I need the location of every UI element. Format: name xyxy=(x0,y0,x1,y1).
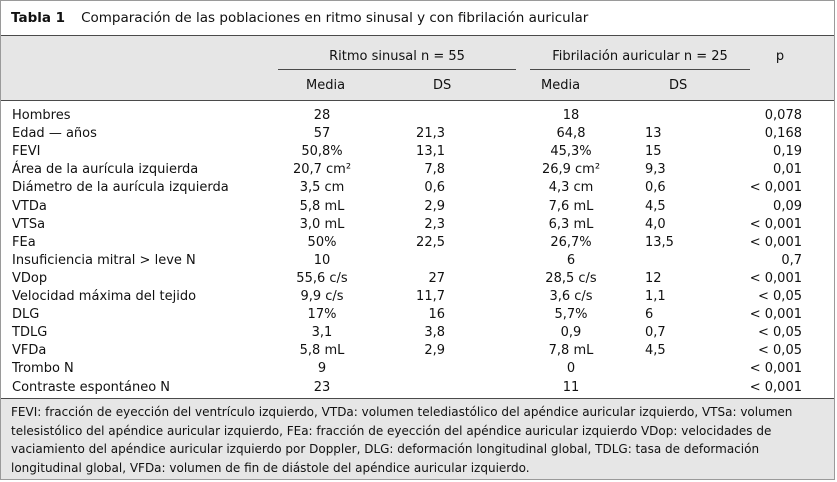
rs-ds: 21,3 xyxy=(416,126,445,142)
p-value: < 0,001 xyxy=(749,379,802,395)
p-value: 0,078 xyxy=(764,108,802,123)
fa-media: 0,9 xyxy=(560,325,582,341)
fa-media: 7,8 mL xyxy=(548,343,594,359)
row-label: Hombres xyxy=(12,108,71,123)
rs-ds: 7,8 xyxy=(424,162,445,178)
row-label: Velocidad máxima del tejido xyxy=(12,289,197,304)
rs-media: 10 xyxy=(313,252,331,268)
ds-header-fa: DS xyxy=(669,78,688,93)
rs-ds: 2,9 xyxy=(424,198,445,214)
fa-ds: 15 xyxy=(645,144,662,160)
rs-media: 9,9 c/s xyxy=(300,289,344,304)
fa-ds: 0,6 xyxy=(645,180,666,196)
p-value: 0,168 xyxy=(764,126,802,142)
p-value: < 0,05 xyxy=(758,343,802,359)
rs-media: 57 xyxy=(313,126,331,142)
p-header: p xyxy=(775,49,785,64)
fa-media: 3,6 c/s xyxy=(549,289,593,304)
row-label: Diámetro de la aurícula izquierda xyxy=(12,180,229,196)
rs-media: 50,8% xyxy=(301,144,343,160)
fa-media: 64,8 xyxy=(556,126,586,142)
p-value: < 0,001 xyxy=(749,270,802,286)
fa-media: 4,3 cm xyxy=(548,180,594,196)
rs-ds: 11,7 xyxy=(416,289,445,304)
table-label: Tabla 1 xyxy=(11,10,66,26)
p-value: 0,7 xyxy=(781,252,802,268)
row-label: VDop xyxy=(12,270,48,286)
row-label: Edad — años xyxy=(12,126,97,142)
fa-ds: 1,1 xyxy=(645,289,666,304)
row-label: Insuficiencia mitral > leve N xyxy=(12,252,196,268)
body-rule xyxy=(1,398,834,399)
rs-ds: 22,5 xyxy=(416,234,445,250)
row-label: VTSa xyxy=(12,216,46,232)
p-value: 0,09 xyxy=(773,198,802,214)
row-label: Trombo N xyxy=(12,361,74,377)
rs-media: 28 xyxy=(313,108,331,123)
table-caption xyxy=(1,1,834,35)
fa-media: 11 xyxy=(562,379,580,395)
rs-ds: 27 xyxy=(428,270,445,286)
fa-media: 28,5 c/s xyxy=(545,270,597,286)
row-label: DLG xyxy=(12,307,40,323)
rs-media: 5,8 mL xyxy=(299,343,345,359)
rs-media: 3,5 cm xyxy=(299,180,345,196)
group-header-fa: Fibrilación auricular n = 25 xyxy=(552,49,728,64)
fa-ds: 4,5 xyxy=(645,343,666,359)
header-band xyxy=(1,35,834,101)
table-footnote: FEVI: fracción de eyección del ventrículo izquierdo, VTDa: volumen telediastólico del apéndice auricular izquierdo, VTSa: volumen telesistólico del apéndice auricular izquierdo, FEa: fracción de eyección del apéndice auricular izquierdo VDop: velocidades de vaciamiento del apéndice auricular izquierdo por Doppler, DLG: deformación longitudinal global, TDLG: tasa de deformación longitudinal global, VFDa: volumen de fin de diástole del apéndice auricular izquierdo. xyxy=(11,405,793,475)
row-label: FEVI xyxy=(12,144,41,160)
p-value: < 0,05 xyxy=(758,325,802,341)
fa-media: 26,7% xyxy=(550,234,592,250)
fa-media: 0 xyxy=(566,361,576,377)
fa-ds: 0,7 xyxy=(645,325,666,341)
fa-ds: 6 xyxy=(645,307,654,323)
rs-ds: 16 xyxy=(428,307,445,323)
fa-media: 45,3% xyxy=(550,144,592,160)
row-label: Área de la aurícula izquierda xyxy=(12,162,199,178)
p-value: < 0,001 xyxy=(749,234,802,250)
row-label: VTDa xyxy=(12,198,47,214)
ds-header-rs: DS xyxy=(433,78,452,93)
p-value: 0,01 xyxy=(773,162,802,178)
p-value: < 0,001 xyxy=(749,180,802,196)
rs-media: 3,0 mL xyxy=(299,216,345,232)
p-value: < 0,001 xyxy=(749,216,802,232)
row-label: FEa xyxy=(12,234,36,250)
caption-rule xyxy=(1,35,834,36)
fa-media: 6 xyxy=(566,252,576,268)
rs-media: 9 xyxy=(317,361,327,377)
rs-group-rule xyxy=(278,69,516,70)
fa-ds: 13 xyxy=(645,126,662,142)
rs-ds: 3,8 xyxy=(424,325,445,341)
header-rule xyxy=(1,100,834,101)
rs-media: 17% xyxy=(307,307,337,323)
rs-media: 3,1 xyxy=(311,325,333,341)
fa-ds: 12 xyxy=(645,270,662,286)
media-header-fa: Media xyxy=(541,78,581,93)
rs-ds: 0,6 xyxy=(424,180,445,196)
rs-media: 5,8 mL xyxy=(299,198,345,214)
fa-media: 5,7% xyxy=(554,307,588,323)
fa-ds: 13,5 xyxy=(645,234,674,250)
p-value: < 0,001 xyxy=(749,361,802,377)
rs-media: 55,6 c/s xyxy=(296,270,348,286)
table-title: Comparación de las poblaciones en ritmo sinusal y con fibrilación auricular xyxy=(81,10,589,26)
fa-ds: 4,5 xyxy=(645,198,666,214)
fa-media: 7,6 mL xyxy=(548,198,594,214)
fa-media: 6,3 mL xyxy=(548,216,594,232)
rs-media: 20,7 cm² xyxy=(292,162,352,178)
row-label: Contraste espontáneo N xyxy=(12,379,171,395)
p-value: < 0,05 xyxy=(758,289,802,304)
fa-media: 18 xyxy=(562,108,580,123)
p-value: < 0,001 xyxy=(749,307,802,323)
fa-group-rule xyxy=(530,69,750,70)
p-value: 0,19 xyxy=(773,144,802,160)
media-header-rs: Media xyxy=(306,78,346,93)
fa-ds: 4,0 xyxy=(645,216,666,232)
row-label: TDLG xyxy=(12,325,48,341)
group-header-rs: Ritmo sinusal n = 55 xyxy=(329,49,465,64)
rs-ds: 13,1 xyxy=(416,144,445,160)
rs-media: 23 xyxy=(313,379,331,395)
rs-ds: 2,3 xyxy=(424,216,445,232)
rs-media: 50% xyxy=(307,234,337,250)
fa-ds: 9,3 xyxy=(645,162,666,178)
rs-ds: 2,9 xyxy=(424,343,445,359)
fa-media: 26,9 cm² xyxy=(541,162,601,178)
row-label: VFDa xyxy=(12,343,47,359)
